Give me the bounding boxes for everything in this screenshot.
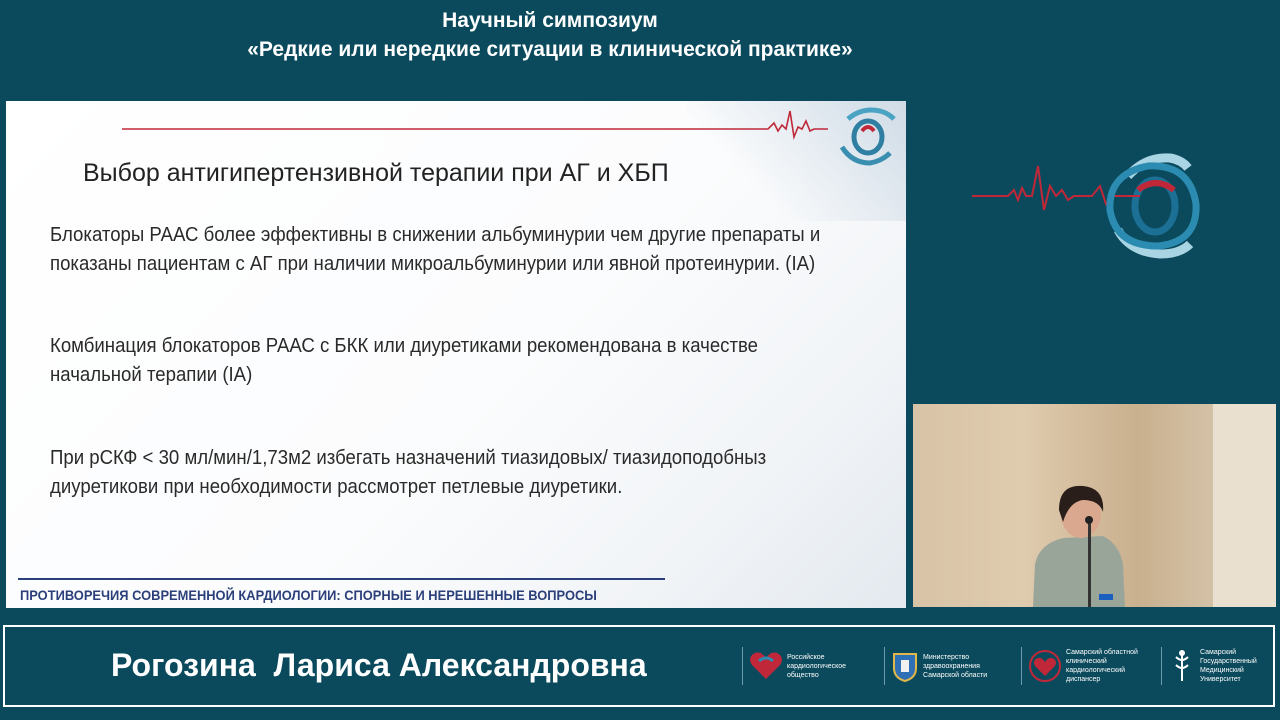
slide-title: Выбор антигипертензивной терапии при АГ и ХБП (83, 159, 669, 187)
logo-1-line-1: Российское (787, 653, 825, 661)
speaker-video (913, 404, 1276, 607)
university-emblem-icon (1168, 649, 1196, 683)
paragraph-1-line-1: Блокаторы РААС более эффективны в снижении альбуминурии чем другие препараты и (50, 224, 821, 246)
logo-2-line-1: Министерство (923, 653, 970, 661)
logo-4-text (1200, 648, 1257, 684)
symposium-logo-icon (970, 150, 1210, 262)
lower-third-banner (3, 625, 1275, 707)
coat-of-arms-icon (891, 650, 919, 682)
slide-paragraph-2 (50, 332, 758, 390)
logo-3-line-4: диспансер (1066, 676, 1101, 683)
logo-1-text (787, 653, 846, 680)
logo-2-line-3: Самарской области (923, 671, 988, 679)
logo-divider (884, 647, 885, 685)
logo-1-line-3: общество (787, 671, 819, 679)
slide-footer-text: ПРОТИВОРЕЧИЯ СОВРЕМЕННОЙ КАРДИОЛОГИИ: СПОРНЫЕ И НЕРЕШЕННЫЕ ВОПРОСЫ (20, 587, 597, 603)
symposium-subtitle: «Редкие или нередкие ситуации в клинической практике» (247, 38, 853, 61)
heart-circle-logo-icon (1028, 650, 1062, 682)
speaker-figure (913, 404, 1213, 607)
logo-2-text (923, 653, 987, 680)
logo-4-line-1: Самарский (1200, 649, 1237, 656)
logo-divider (1161, 647, 1162, 685)
symposium-header (0, 6, 1100, 64)
logo-3-line-1: Самарский областной (1066, 649, 1138, 656)
logo-2-line-2: здравоохранения (923, 662, 980, 670)
logo-4-line-3: Медицинский (1200, 667, 1244, 674)
slide-footer-divider (18, 578, 665, 580)
paragraph-1-line-2: показаны пациентам с АГ при наличии микроальбуминурии или явной протеинурии. (IA) (50, 253, 816, 275)
video-wall-panel (1213, 404, 1276, 607)
logo-4-line-2: Государственный (1200, 658, 1257, 665)
logo-1-line-2: кардиологическое (787, 662, 847, 670)
heart-logo-icon (749, 651, 783, 681)
paragraph-3-line-2: диуретикови при необходимости рассмотрет петлевые диуретики. (50, 476, 623, 498)
slide-paragraph-1 (50, 221, 820, 279)
paragraph-3-line-1: При рСКФ < 30 мл/мин/1,73м2 избегать назначений тиазидовых/ тиазидоподобныз (50, 447, 767, 469)
slide-heart-hands-icon (832, 101, 902, 171)
logo-divider (742, 647, 743, 685)
symposium-title: Научный симпозиум (442, 9, 658, 32)
paragraph-2-line-1: Комбинация блокаторов РААС с БКК или диуретиками рекомендована в качестве (50, 335, 759, 357)
logo-samara-health-ministry (884, 647, 987, 685)
logo-samara-cardiology-dispensary (1021, 647, 1138, 685)
presentation-slide (6, 101, 906, 608)
paragraph-2-line-2: начальной терапии (IA) (50, 364, 253, 386)
speaker-name: Рогозина Лариса Александровна (111, 647, 647, 683)
slide-paragraph-3 (50, 444, 766, 502)
logo-3-line-2: клинический (1066, 658, 1107, 665)
logo-3-text (1066, 648, 1138, 684)
logo-divider (1021, 647, 1022, 685)
logo-russian-cardiology-society (742, 647, 846, 685)
logo-samara-medical-university (1161, 647, 1257, 685)
logo-3-line-3: кардиологический (1066, 667, 1126, 674)
logo-4-line-4: Университет (1200, 676, 1241, 683)
